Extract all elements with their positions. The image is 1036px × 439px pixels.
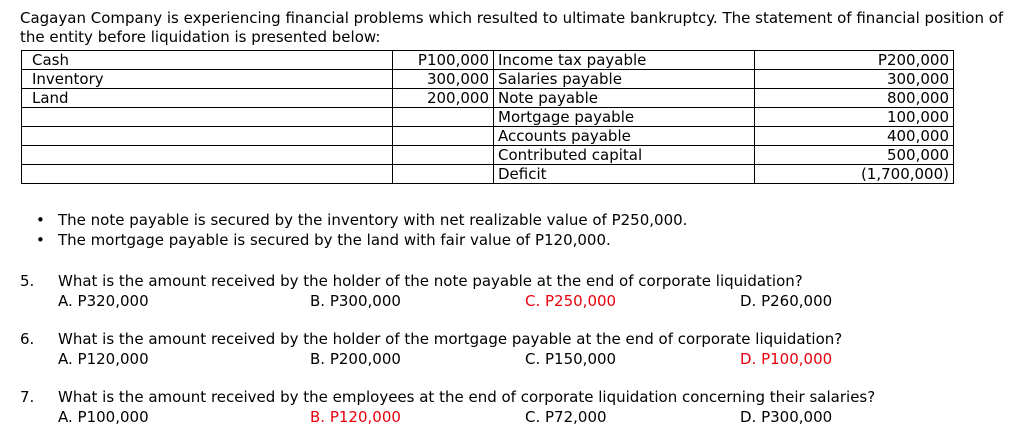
option-a: A. P120,000 — [58, 350, 149, 368]
asset-amount: 300,000 — [393, 70, 494, 89]
table-row — [22, 108, 954, 127]
asset-amount: 200,000 — [393, 89, 494, 108]
asset-label — [22, 165, 393, 184]
question-number: 6. — [20, 330, 35, 348]
liability-label: Accounts payable — [494, 127, 755, 146]
liability-amount: 800,000 — [755, 89, 954, 108]
option-b: B. P300,000 — [310, 292, 401, 310]
question-text: What is the amount received by the holder of the mortgage payable at the end of corporate liquidation? — [58, 330, 843, 348]
asset-label: Cash — [22, 51, 393, 70]
liability-label: Income tax payable — [494, 51, 755, 70]
question-number: 5. — [20, 272, 35, 290]
asset-amount — [393, 165, 494, 184]
option-b: B. P200,000 — [310, 350, 401, 368]
option-d-answer: D. P100,000 — [740, 350, 833, 368]
asset-label — [22, 108, 393, 127]
question-number: 7. — [20, 388, 35, 406]
table-row — [22, 70, 954, 89]
liability-label: Note payable — [494, 89, 755, 108]
liability-amount: 300,000 — [755, 70, 954, 89]
option-c-answer: C. P250,000 — [525, 292, 617, 310]
liability-label: Contributed capital — [494, 146, 755, 165]
statement-of-financial-position-table — [21, 50, 954, 184]
liability-label: Deficit — [494, 165, 755, 184]
bullet-icon: • — [36, 231, 45, 249]
note-text: The mortgage payable is secured by the land with fair value of P120,000. — [58, 231, 611, 249]
liability-amount: 400,000 — [755, 127, 954, 146]
note-item — [36, 210, 687, 230]
liability-label: Salaries payable — [494, 70, 755, 89]
table-row — [22, 165, 954, 184]
option-c: C. P72,000 — [525, 408, 607, 426]
note-text: The note payable is secured by the inventory with net realizable value of P250,000. — [58, 211, 688, 229]
liability-amount: 100,000 — [755, 108, 954, 127]
table-row — [22, 89, 954, 108]
table-row — [22, 127, 954, 146]
asset-amount — [393, 127, 494, 146]
asset-amount — [393, 146, 494, 165]
option-d: D. P300,000 — [740, 408, 833, 426]
asset-label — [22, 127, 393, 146]
option-a: A. P320,000 — [58, 292, 149, 310]
asset-label — [22, 146, 393, 165]
option-d: D. P260,000 — [740, 292, 833, 310]
table-row — [22, 146, 954, 165]
option-c: C. P150,000 — [525, 350, 617, 368]
option-b-answer: B. P120,000 — [310, 408, 401, 426]
question-text: What is the amount received by the employees at the end of corporate liquidation concerning their salaries? — [58, 388, 876, 406]
bullet-icon: • — [36, 211, 45, 229]
asset-amount — [393, 108, 494, 127]
liability-label: Mortgage payable — [494, 108, 755, 127]
table-row — [22, 51, 954, 70]
intro-paragraph: Cagayan Company is experiencing financial problems which resulted to ultimate bankruptcy. The statement of financial position of the entity before liquidation is presented below: — [20, 9, 1004, 46]
question-text: What is the amount received by the holder of the note payable at the end of corporate liquidation? — [58, 272, 803, 290]
liability-amount: P200,000 — [755, 51, 954, 70]
option-a: A. P100,000 — [58, 408, 149, 426]
asset-amount: P100,000 — [393, 51, 494, 70]
asset-label: Inventory — [22, 70, 393, 89]
liability-amount: (1,700,000) — [755, 165, 954, 184]
note-item — [36, 230, 687, 250]
asset-label: Land — [22, 89, 393, 108]
notes-list — [36, 210, 687, 250]
liability-amount: 500,000 — [755, 146, 954, 165]
